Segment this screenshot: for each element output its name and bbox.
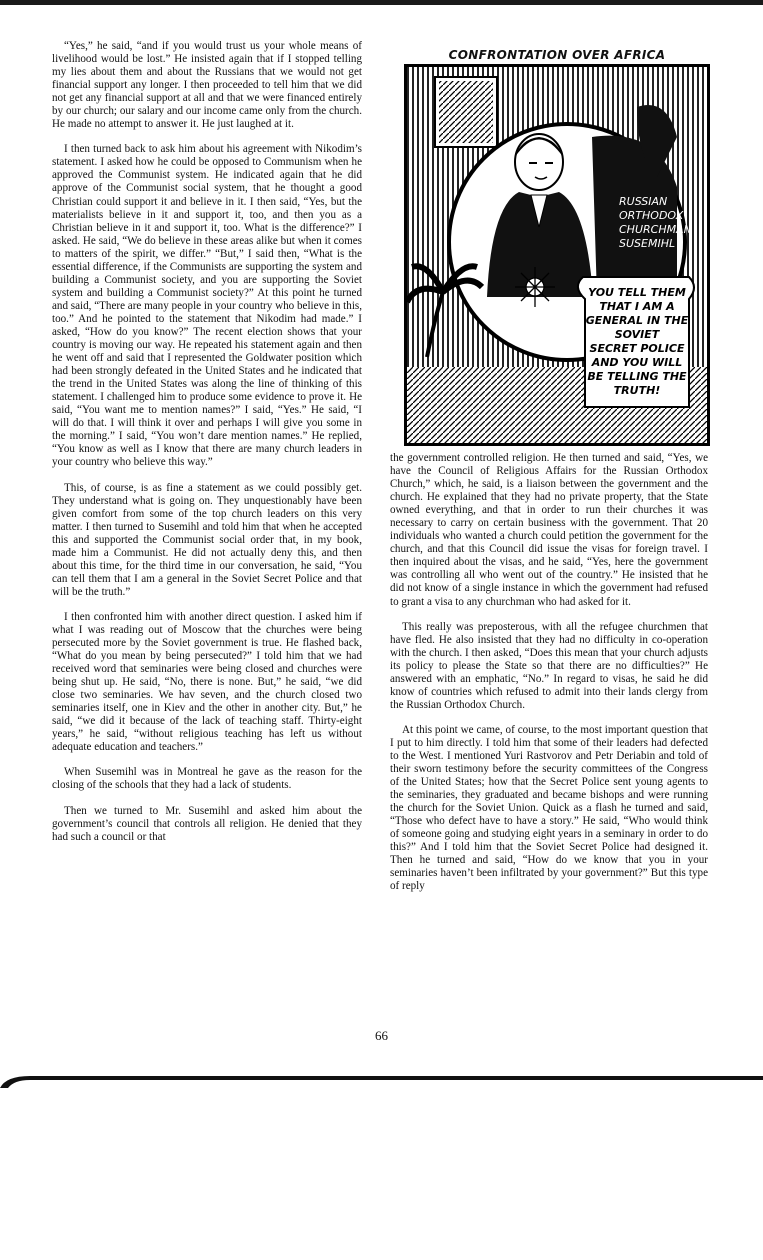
paragraph: This, of course, is as fine a statement as we could possibly get. They understand what is going on. They unquestionably have been given comfort from some of the top church leaders on this very matter. I then turned to Susemihl and told him that when he accepted this and supported the Communist social order that, in my book, made him a Communist. He did not actually deny this, and then about this time, for the third time in our conversation, he said, “You can tell them that I am a general in the Soviet Secret Police and that will be the truth.” — [52, 481, 362, 598]
paragraph: This really was preposterous, with all the refugee churchmen that have fled. He also insisted that they had no difficulty in co-operation with the church. I then asked, “Does this mean that your church adjusts its policy to please the State so that there are no difficulties?” He answered with an emphatic, “No.” In regard to visas, he said he did know of countries which refused to admit into their lands clergy from the Russian Orthodox Church. — [390, 620, 708, 711]
speech-line: THAT I AM A — [599, 300, 675, 313]
bottom-rule — [0, 1074, 763, 1088]
speech-line: SECRET POLICE — [589, 342, 685, 355]
speech-line: YOU TELL THEM — [588, 286, 686, 299]
page-number: 66 — [375, 1028, 388, 1043]
comic-panel — [404, 64, 710, 446]
comic-title: CONFRONTATION OVER AFRICA — [448, 48, 666, 62]
label-line: ORTHODOX — [619, 209, 684, 222]
speech-line: GENERAL IN THE — [585, 314, 689, 327]
left-column — [52, 40, 362, 856]
speech-bubble — [586, 286, 689, 397]
paragraph: When Susemihl was in Montreal he gave as the reason for the closing of the schools that they had a lack of students. — [52, 766, 362, 792]
speech-line: AND YOU WILL — [591, 356, 683, 369]
speech-line: TRUTH! — [613, 384, 661, 397]
paragraph: “Yes,” he said, “and if you would trust us your whole means of livelihood would be lost.” He insisted again that if I stopped telling my lies about them and about the Russians that we would not get financial support any longer. I then proceeded to tell him that we did not get any financial support at all and that we were financed entirely by our church; our salary and our income came only from the church. He made no attempt to answer it. He just laughed at it. — [52, 40, 362, 131]
label-line: SUSEMIHL — [619, 237, 676, 250]
label-line: RUSSIAN — [619, 195, 668, 208]
paragraph: the government controlled religion. He then turned and said, “Yes, we have the Council of Religious Affairs for the Russian Orthodox Church,” which, he said, is a liaison between the government and the church. He explained that they had no private property, that the State owned everything, and that in order to run their churches it was necessary to carry on certain business with the government. That 20 individuals who wanted a church could petition the government for the church, and that this Council did issue the visas for foreign travel. I then inquired about the visas, and he said, “Yes, here the government was controlling all who went out of the country.” He insisted that he did not know of a single instance in which the government had refused to grant a visa to any churchman who had asked for it. — [390, 452, 708, 608]
right-column — [390, 452, 708, 906]
label-line: CHURCHMAN — [619, 223, 692, 236]
speech-line: SOVIET — [614, 328, 660, 341]
paragraph: I then confronted him with another direct question. I asked him if what I was reading out of Moscow that the churches were being persecuted more by the Soviet government is true. He flashed back, “What do you mean by being persecuted?” I told him that we had received word that seminaries were being closed and churches were being shut up. He said, “No, there is none. But,” he said, “we did close two seminaries. We hav seven, and the church closed two seminaries itself, one in Kiev and the other in another city. But,” he said, “we did it because of the lack of teaching staff. Thirty-eight years,” he said, “without religious teaching has left us without adequate education and teachers.” — [52, 610, 362, 754]
paragraph: I then turned back to ask him about his agreement with Nikodim’s statement. I asked how he could be opposed to Communism when he approved the Communist system. He indicated again that he did approve of the Communist social system, that he thought a good Christian could support it and believe in it. I then said, “Yes, but the materialists believe in it and support it, too, and then you as a Christian believe in it and support it, too. What is the difference?” I asked. He said, “We do believe in these areas alike but when it comes to matters of the spirit, we differ.” “But,” I said then, “What is the essential difference, if the Communists are supporting the system and building a Communist society, and you are supporting the Soviet system and building a Communist society?” At this point he turned and said, “There are many people in your country who believe in this, too.” And he pointed to the statement that Nikodim had made.” I asked, “How do you know?” The recent election shows that your country is moving our way. He repeated his statement again and then he went off and said that I represented the Goldwater position which had been strongly defeated in the United States and he indicated that the trend in the United States was along the line of thinking of this statement. I challenged him to produce some evidence to prove it. He said, “You want me to mention names?” I said, “Yes.” He said, “I will do that. I will think it over and perhaps I will give you some in the morning.” I said, “You won’t dare mention names.” He replied, “You know as well as I know that there are many church leaders in your country who believe this way.” — [52, 143, 362, 469]
paragraph: At this point we came, of course, to the most important question that I put to him directly. I told him that some of their leaders had defected to the West. I mentioned Yuri Rastvorov and Petr Deriabin and told of their sworn testimony before the security committees of the Congress of the United States; how that the Secret Police sent young agents to the seminaries, they graduated and became bishops and were running the church for the Soviet Union. Quick as a flash he turned and said, “Those who defect have to have a story.” He said, “Who would think of someone going and studying eight years in a seminary in order to do this?” And I told him that the Soviet Secret Police had designed it. Then he turned and said, “How do we know that you in your seminaries haven’t been infiltrated by your government?” But this type of reply — [390, 723, 708, 893]
speech-line: BE TELLING THE — [587, 370, 687, 383]
comic-illustration — [407, 67, 707, 443]
top-rule — [0, 0, 763, 5]
paragraph: Then we turned to Mr. Susemihl and asked him about the government’s council that controls all religion. He denied that they had such a council or that — [52, 804, 362, 843]
